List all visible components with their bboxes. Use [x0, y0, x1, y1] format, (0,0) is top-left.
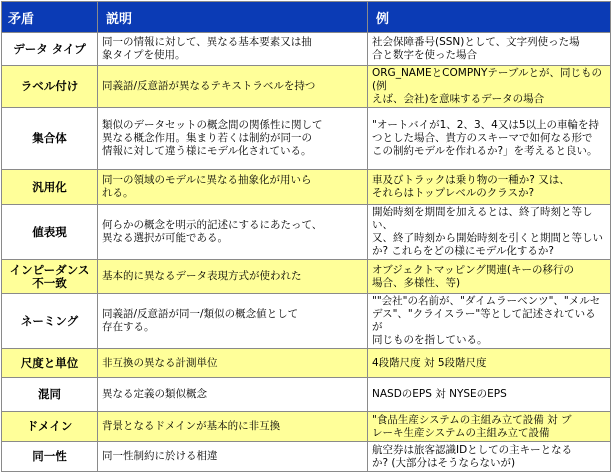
- row-example: ""会社"の名前が、"ダイムラーベンツ"、"メルセ デス"、"クライスラー"等として記述されているが 同じものを指している。: [372, 295, 601, 346]
- row-description-cell: [98, 349, 368, 378]
- row-example-cell: [368, 33, 611, 66]
- row-description-cell: [98, 66, 368, 108]
- table-row-generalization: [2, 170, 611, 205]
- row-name: 汎用化: [32, 179, 67, 194]
- row-name-cell: [2, 412, 98, 442]
- row-example-cell: [368, 294, 611, 349]
- row-example-cell: [368, 412, 611, 442]
- row-example-cell: [368, 108, 611, 170]
- table-row-identity: [2, 442, 611, 472]
- row-example: NASDのEPS 対 NYSEのEPS: [372, 388, 507, 400]
- row-description: 同義語/反意語が異なるテキストラベルを持つ: [102, 80, 316, 92]
- row-name-cell: [2, 205, 98, 260]
- row-example: "オートバイが1、2、3、4又は5以上の車輪を持 つとした場合、貴方のスキーマで如何なる形で この制約モデルを作れるか?」を考えると良い。: [372, 119, 600, 157]
- table-header-row: [2, 2, 611, 33]
- row-example-cell: [368, 170, 611, 205]
- row-example: 社会保障番号(SSN)として、文字列使った場 合と数字を使った場合: [372, 36, 580, 61]
- row-description: 異なる定義の類似概念: [102, 388, 207, 400]
- row-description: 同一の情報に対して、異なる基本要素又は抽 象タイプを使用。: [102, 36, 312, 61]
- row-name: 集合体: [32, 131, 67, 145]
- table-row-domain: [2, 412, 611, 442]
- table-row-scale-and-units: [2, 349, 611, 378]
- table-row-aggregation: [2, 108, 611, 170]
- row-description-cell: [98, 170, 368, 205]
- row-name: インピーダンス 不一致: [9, 262, 90, 290]
- row-name-cell: [2, 349, 98, 378]
- row-name-cell: [2, 378, 98, 412]
- row-example-cell: [368, 349, 611, 378]
- row-example: ORG_NAMEとCOMPNYテーブルとが、同じもの(例 えば、会社)を意味するデータの場合: [372, 67, 602, 105]
- row-description: 非互換の異なる計測単位: [102, 356, 218, 369]
- row-description: 基本的に異なるデータ表現方式が使われた: [102, 270, 302, 282]
- row-name: 同一性: [32, 449, 67, 463]
- row-description: 背景となるドメインが基本的に非互換: [102, 420, 281, 432]
- row-example: オブジェクトマッピング関連(キーの移行の 場合、多様性、等): [372, 263, 575, 289]
- table-row-value-representation: [2, 205, 611, 260]
- row-description: 同義語/反意語が同一/類似の概念値として 存在する。: [102, 308, 299, 333]
- row-example-cell: [368, 378, 611, 412]
- row-name-cell: [2, 170, 98, 205]
- row-name-cell: [2, 442, 98, 472]
- row-description-cell: [98, 108, 368, 170]
- row-name: ネーミング: [20, 313, 79, 328]
- row-name: 尺度と単位: [20, 355, 79, 370]
- row-example: 車及びトラックは乗り物の一種か? 又は、 それらはトップレベルのクラスか?: [372, 174, 570, 199]
- row-example: 開始時刻を期間を加えるとは、終了時刻と等しい、 又、終了時刻から開始時刻を引くと期間と等しい か? これらをどの様にモデル化するか?: [372, 206, 603, 257]
- table-row-labeling: [2, 66, 611, 108]
- row-name: 混同: [38, 387, 61, 401]
- row-name: ラベル付け: [20, 79, 79, 93]
- row-description-cell: [98, 260, 368, 294]
- header-conflict: 矛盾: [2, 2, 98, 33]
- row-name-cell: [2, 108, 98, 170]
- table-row-data-type: [2, 33, 611, 66]
- row-name: データ タイプ: [13, 41, 86, 56]
- row-description: 類似のデータセットの概念間の関係性に関して 異なる概念作用。集まり若くは制約が同一の 情報に対して違う様にモデル化されている。: [102, 119, 323, 157]
- row-name: ドメイン: [26, 419, 73, 433]
- row-description: 同一の領域のモデルに異なる抽象化が用いら れる。: [102, 174, 312, 199]
- header-description: 説明: [98, 2, 368, 33]
- row-description-cell: [98, 33, 368, 66]
- row-name: 値表現: [32, 224, 67, 239]
- table-row-naming: [2, 294, 611, 349]
- row-description: 何らかの概念を明示的記述にするにあたって、 異なる選択が可能である。: [102, 219, 323, 244]
- row-example-cell: [368, 442, 611, 472]
- row-name-cell: [2, 260, 98, 294]
- row-description-cell: [98, 294, 368, 349]
- table-row-confounding: [2, 378, 611, 412]
- row-description-cell: [98, 205, 368, 260]
- row-description-cell: [98, 442, 368, 472]
- row-name-cell: [2, 33, 98, 66]
- row-description-cell: [98, 412, 368, 442]
- table-row-impedance-mismatch: [2, 260, 611, 294]
- row-example: "食品生産システムの主組み立て設備 対 ブ レーキ生産システムの主組み立て設備: [372, 413, 572, 439]
- row-name-cell: [2, 294, 98, 349]
- conflict-table: [1, 1, 611, 472]
- conflict-table-container: [0, 1, 612, 469]
- row-example: 航空券は旅客認識IDとしての主キーとなる か? (大部分はそうならないが): [372, 443, 573, 469]
- row-example-cell: [368, 66, 611, 108]
- row-description: 同一性制約に於ける相違: [102, 450, 218, 462]
- row-example: 4段階尺度 対 5段階尺度: [372, 356, 487, 369]
- row-example-cell: [368, 205, 611, 260]
- row-example-cell: [368, 260, 611, 294]
- row-description-cell: [98, 378, 368, 412]
- row-name-cell: [2, 66, 98, 108]
- header-example: 例: [368, 2, 611, 33]
